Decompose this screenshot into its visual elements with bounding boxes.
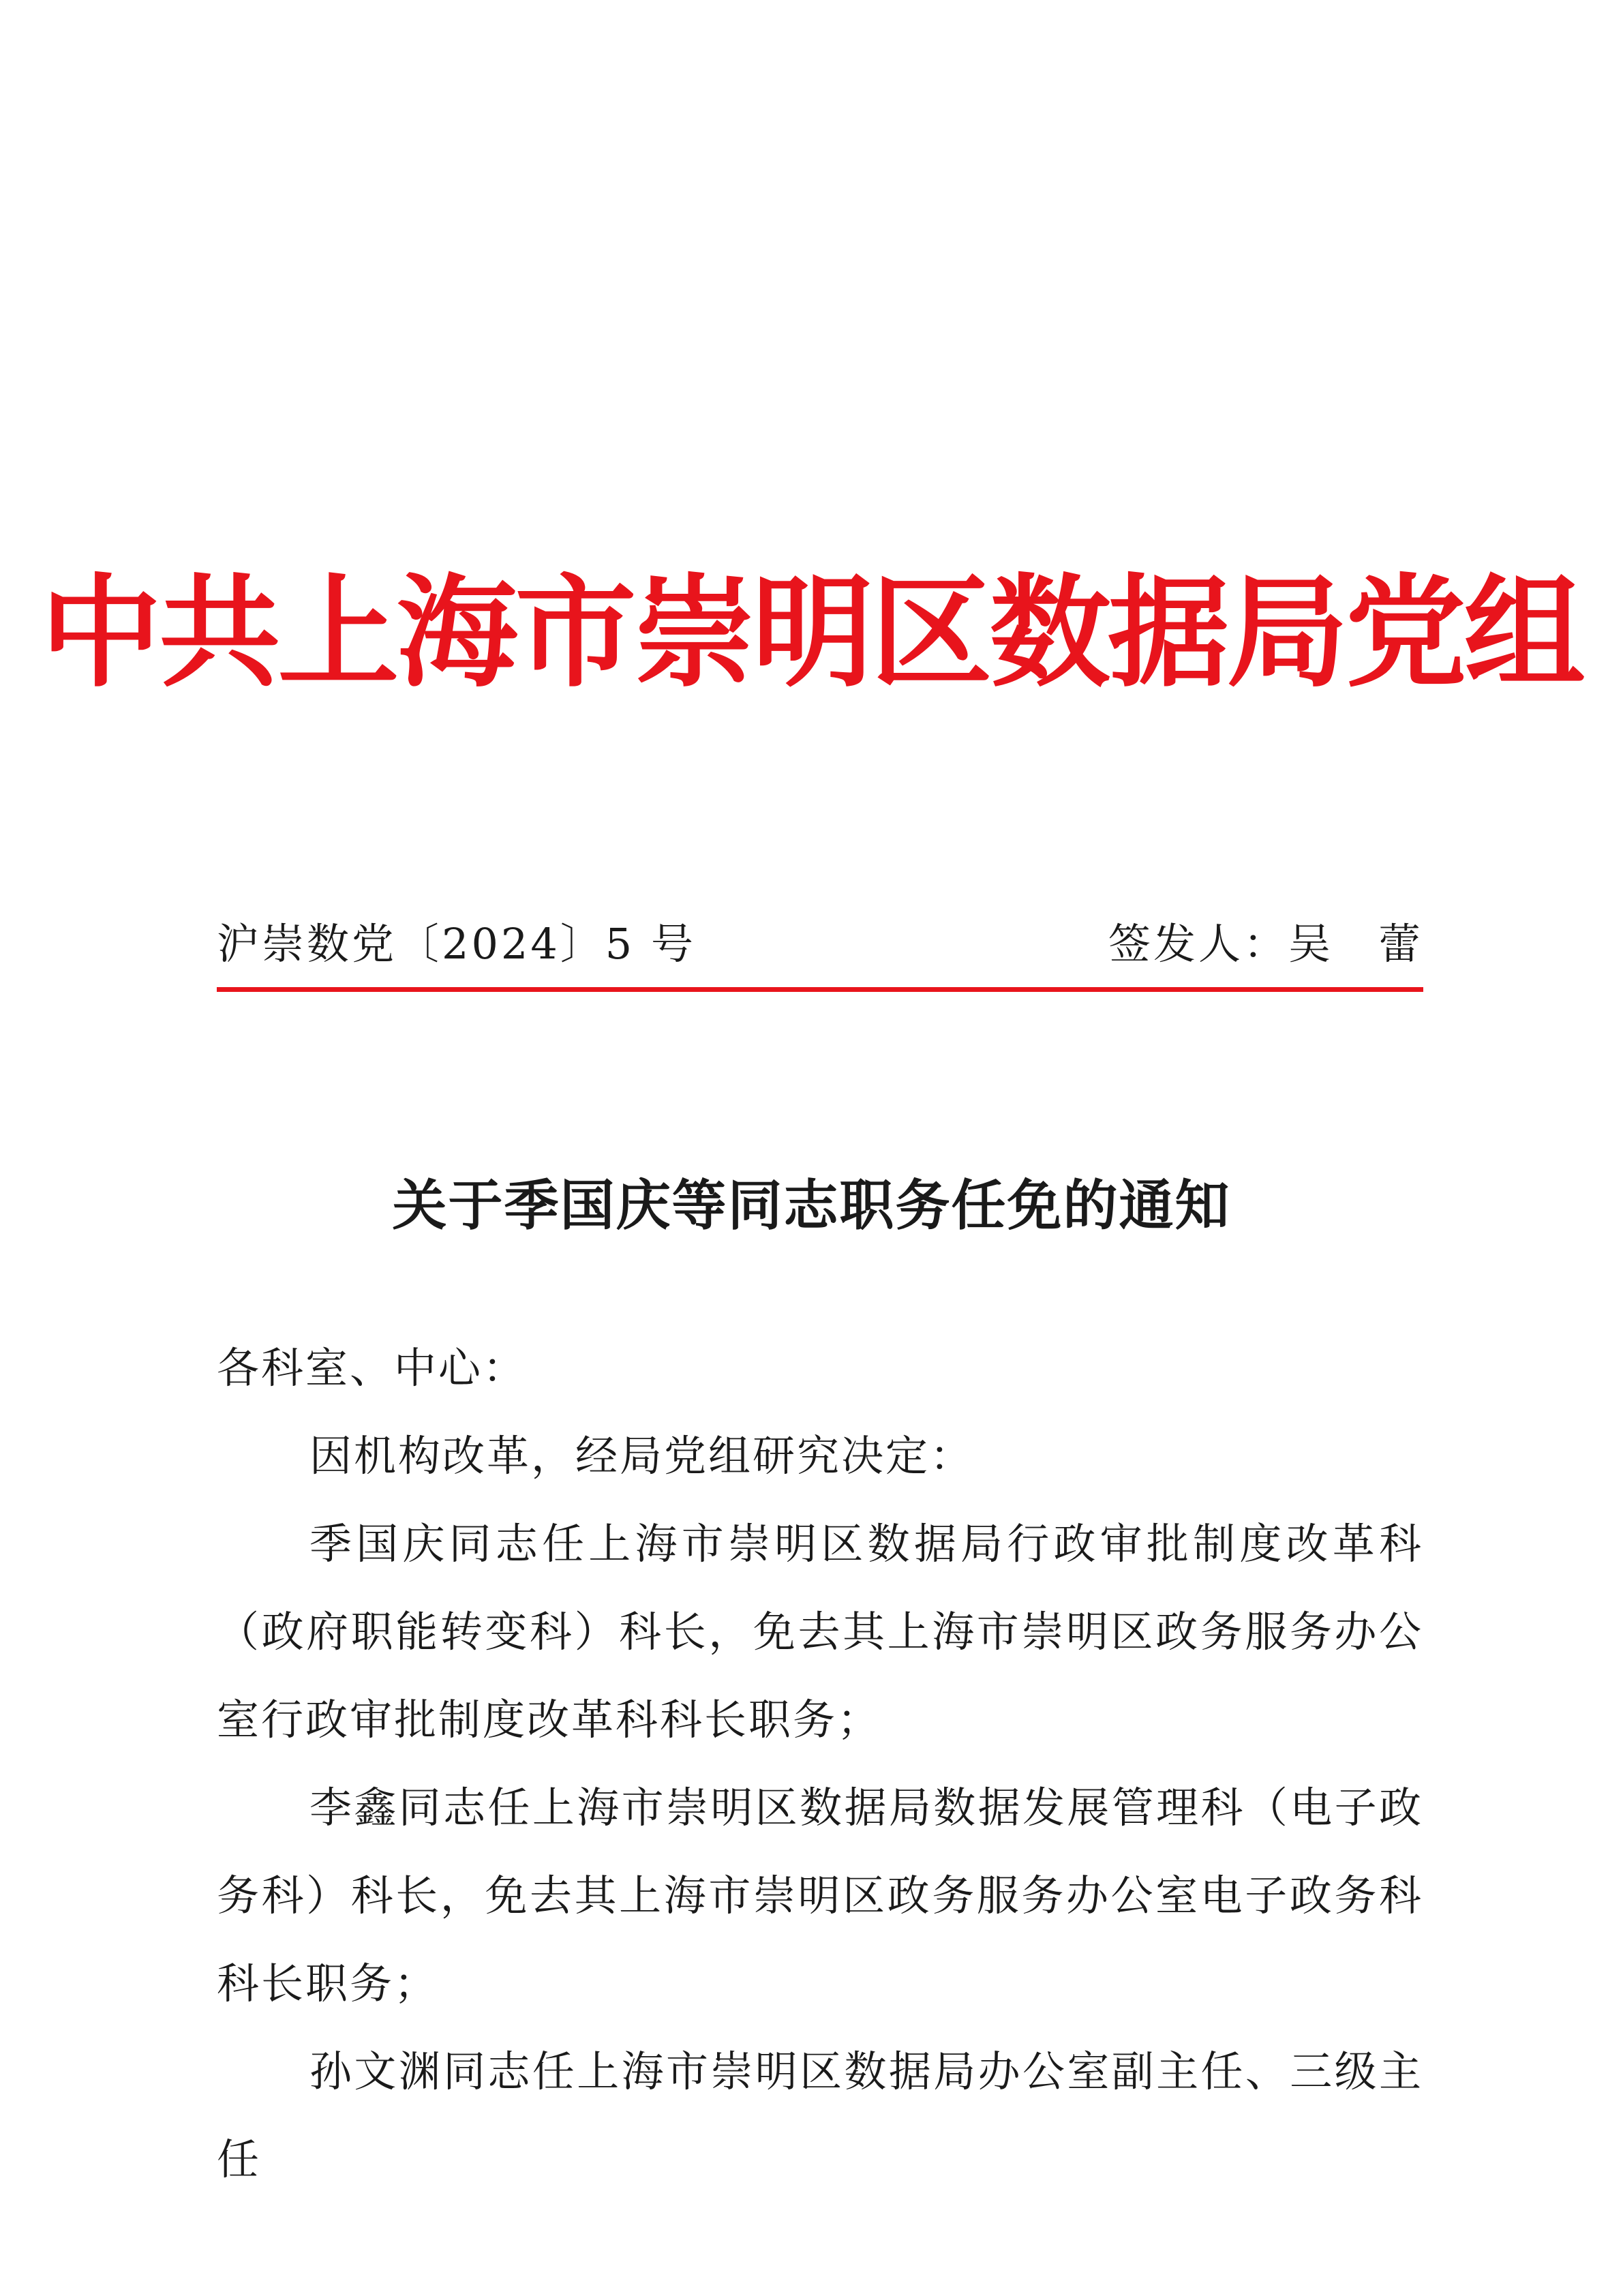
issuer-signature-line: 签发人：吴 蕾	[1108, 919, 1423, 969]
addressee-line: 各科室、中心：	[217, 1343, 528, 1393]
red-divider-line	[217, 987, 1423, 992]
document-title: 关于季国庆等同志职务任免的通知	[392, 1173, 1231, 1237]
document-number: 沪崇数党〔2024〕5 号	[217, 919, 696, 969]
document-body	[217, 1324, 1423, 2203]
body-paragraph: 因机构改革，经局党组研究决定：	[309, 1431, 975, 1481]
body-paragraph: 孙文渊同志任上海市崇明区数据局办公室副主任、三级主任	[217, 2046, 1423, 2184]
document-info-row	[217, 913, 1423, 975]
masthead-title: 中共上海市崇明区数据局党组	[40, 561, 1583, 704]
body-paragraph: 季国庆同志任上海市崇明区数据局行政审批制度改革科（政府职能转变科）科长，免去其上海市崇明区政务服务办公室行政审批制度改革科科长职务；	[217, 1519, 1423, 1744]
body-paragraph: 李鑫同志任上海市崇明区数据局数据发展管理科（电子政务科）科长，免去其上海市崇明区政务服务办公室电子政务科科长职务；	[217, 1783, 1423, 2008]
